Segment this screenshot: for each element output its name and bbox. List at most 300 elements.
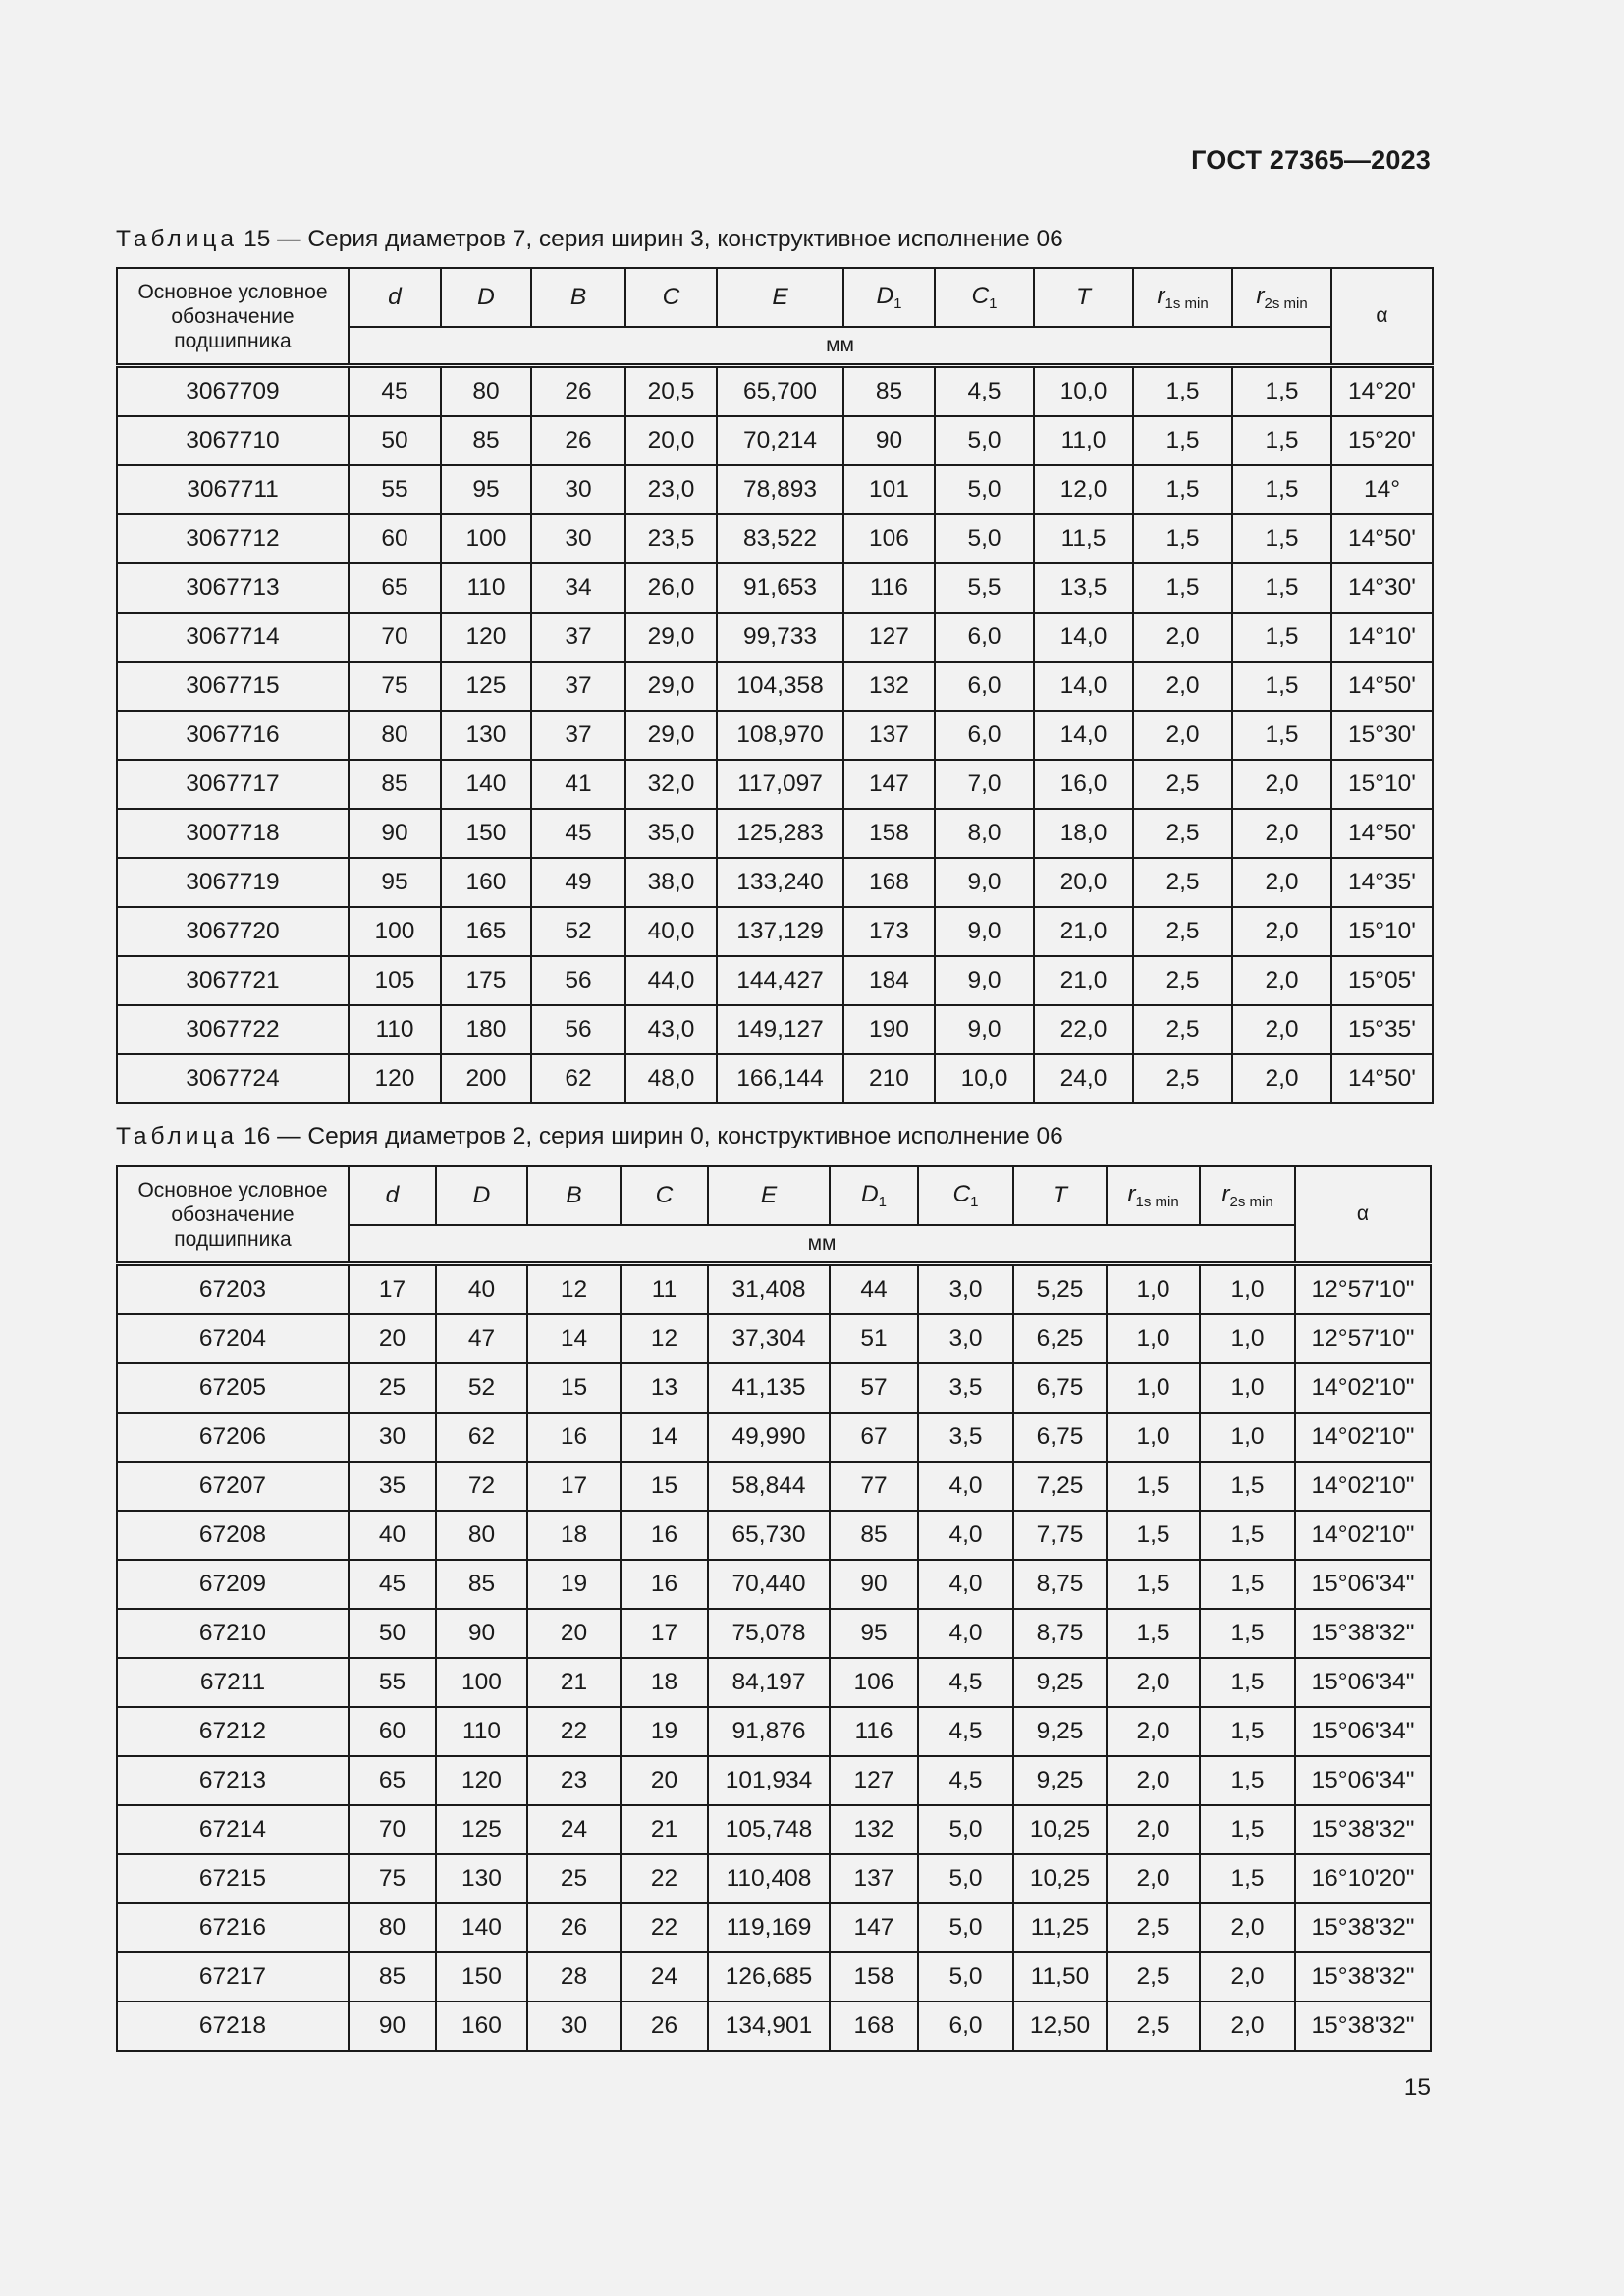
- table-cell: 4,0: [918, 1609, 1013, 1658]
- document-header: ГОСТ 27365—2023: [1191, 145, 1431, 175]
- table-cell: 16: [527, 1413, 621, 1462]
- table-cell: 104,358: [717, 662, 843, 711]
- table-row: [117, 662, 1433, 711]
- col-header-E: E: [708, 1166, 830, 1225]
- table-cell: 2,0: [1107, 1854, 1200, 1903]
- units-header: мм: [349, 1225, 1295, 1264]
- table-cell: 77: [830, 1462, 918, 1511]
- table-cell: 1,0: [1200, 1413, 1295, 1462]
- table-cell: 1,5: [1200, 1462, 1295, 1511]
- table-cell: 1,0: [1107, 1363, 1200, 1413]
- table-cell: 62: [436, 1413, 527, 1462]
- page-number: 15: [1403, 2074, 1431, 2101]
- table-cell: 67216: [117, 1903, 349, 1952]
- table-cell: 1,0: [1107, 1314, 1200, 1363]
- table-cell: 22: [527, 1707, 621, 1756]
- table-cell: 1,5: [1232, 563, 1331, 613]
- table-cell: 31,408: [708, 1264, 830, 1315]
- col-header-C1: $C_1$: [918, 1166, 1013, 1225]
- table-cell: 85: [441, 416, 531, 465]
- table-cell: 55: [349, 1658, 436, 1707]
- table-cell: 1,5: [1232, 465, 1331, 514]
- table-cell: 9,25: [1013, 1756, 1107, 1805]
- table-cell: 2,0: [1232, 760, 1331, 809]
- table-cell: 5,5: [935, 563, 1034, 613]
- table-cell: 2,5: [1133, 907, 1232, 956]
- table-cell: 3067721: [117, 956, 349, 1005]
- table-cell: 24: [527, 1805, 621, 1854]
- table-cell: 67215: [117, 1854, 349, 1903]
- table-15: [116, 267, 1434, 1104]
- table-cell: 44: [830, 1264, 918, 1315]
- table-cell: 67217: [117, 1952, 349, 2002]
- table-cell: 1,5: [1200, 1609, 1295, 1658]
- table-cell: 99,733: [717, 613, 843, 662]
- col-header-r1s-min: $r_{1s min}$: [1107, 1166, 1200, 1225]
- designation-header: Основное условное обозначение подшипника: [117, 1166, 349, 1264]
- table-cell: 127: [843, 613, 935, 662]
- table-16: [116, 1165, 1432, 2052]
- table-cell: 1,5: [1107, 1560, 1200, 1609]
- table-cell: 14°02'10": [1295, 1363, 1431, 1413]
- table-row: [117, 711, 1433, 760]
- table-cell: 52: [531, 907, 625, 956]
- table-cell: 125: [441, 662, 531, 711]
- table-cell: 2,0: [1200, 2002, 1295, 2051]
- table-cell: 56: [531, 956, 625, 1005]
- col-header-B: B: [527, 1166, 621, 1225]
- table-caption-text: 16 — Серия диаметров 2, серия ширин 0, конструктивное исполнение 06: [244, 1123, 1063, 1149]
- table-cell: 11,5: [1034, 514, 1133, 563]
- table-cell: 75: [349, 662, 441, 711]
- table-cell: 158: [843, 809, 935, 858]
- table-cell: 110: [441, 563, 531, 613]
- table-cell: 67203: [117, 1264, 349, 1315]
- table-cell: 2,0: [1133, 613, 1232, 662]
- table-cell: 65,700: [717, 366, 843, 417]
- table-cell: 160: [436, 2002, 527, 2051]
- table-cell: 110,408: [708, 1854, 830, 1903]
- table-cell: 26: [621, 2002, 708, 2051]
- table-cell: 14: [621, 1413, 708, 1462]
- col-header-d: d: [349, 1166, 436, 1225]
- table-cell: 15°38'32": [1295, 1805, 1431, 1854]
- col-header-r1s-min: $r_{1s min}$: [1133, 268, 1232, 327]
- table-cell: 1,5: [1200, 1511, 1295, 1560]
- table-cell: 2,0: [1107, 1658, 1200, 1707]
- table-cell: 14: [527, 1314, 621, 1363]
- table-cell: 15°06'34": [1295, 1560, 1431, 1609]
- table-cell: 21,0: [1034, 907, 1133, 956]
- col-header-T: T: [1013, 1166, 1107, 1225]
- table-cell: 3067716: [117, 711, 349, 760]
- table-cell: 119,169: [708, 1903, 830, 1952]
- table-cell: 17: [349, 1264, 436, 1315]
- table-cell: 2,0: [1200, 1903, 1295, 1952]
- table-cell: 100: [349, 907, 441, 956]
- table-cell: 16: [621, 1560, 708, 1609]
- table-cell: 78,893: [717, 465, 843, 514]
- table-cell: 10,25: [1013, 1854, 1107, 1903]
- table-cell: 1,5: [1133, 514, 1232, 563]
- table-cell: 50: [349, 416, 441, 465]
- table-cell: 70,214: [717, 416, 843, 465]
- table-cell: 10,25: [1013, 1805, 1107, 1854]
- table-cell: 91,876: [708, 1707, 830, 1756]
- table-cell: 80: [349, 711, 441, 760]
- table-cell: 14°30': [1331, 563, 1433, 613]
- table-cell: 1,5: [1107, 1462, 1200, 1511]
- table-cell: 9,0: [935, 1005, 1034, 1054]
- table-cell: 85: [349, 760, 441, 809]
- table-cell: 11,25: [1013, 1903, 1107, 1952]
- table-cell: 12: [527, 1264, 621, 1315]
- table-cell: 106: [843, 514, 935, 563]
- table-cell: 40: [436, 1264, 527, 1315]
- table-cell: 168: [843, 858, 935, 907]
- table-cell: 70,440: [708, 1560, 830, 1609]
- table-cell: 14°50': [1331, 662, 1433, 711]
- table-cell: 5,0: [935, 416, 1034, 465]
- table-cell: 90: [830, 1560, 918, 1609]
- table-cell: 1,5: [1200, 1707, 1295, 1756]
- table-cell: 16°10'20": [1295, 1854, 1431, 1903]
- table-cell: 101: [843, 465, 935, 514]
- table-cell: 15°10': [1331, 760, 1433, 809]
- table-cell: 95: [441, 465, 531, 514]
- table-cell: 29,0: [625, 711, 717, 760]
- table-cell: 67204: [117, 1314, 349, 1363]
- table-cell: 20: [621, 1756, 708, 1805]
- table-cell: 44,0: [625, 956, 717, 1005]
- table-cell: 19: [527, 1560, 621, 1609]
- table-cell: 1,0: [1200, 1264, 1295, 1315]
- table-cell: 8,0: [935, 809, 1034, 858]
- table-cell: 34: [531, 563, 625, 613]
- table-cell: 200: [441, 1054, 531, 1103]
- table-cell: 137,129: [717, 907, 843, 956]
- table-cell: 95: [830, 1609, 918, 1658]
- table-cell: 21,0: [1034, 956, 1133, 1005]
- table-cell: 2,0: [1232, 1005, 1331, 1054]
- table-cell: 14°02'10": [1295, 1413, 1431, 1462]
- table-cell: 85: [349, 1952, 436, 2002]
- table-cell: 35,0: [625, 809, 717, 858]
- table-cell: 11: [621, 1264, 708, 1315]
- table-15-caption: [116, 226, 1063, 253]
- table-cell: 26: [527, 1903, 621, 1952]
- table-cell: 2,0: [1107, 1756, 1200, 1805]
- table-cell: 2,0: [1107, 1805, 1200, 1854]
- table-cell: 30: [349, 1413, 436, 1462]
- table-cell: 140: [436, 1903, 527, 1952]
- table-cell: 140: [441, 760, 531, 809]
- table-cell: 18: [621, 1658, 708, 1707]
- table-cell: 22: [621, 1854, 708, 1903]
- table-cell: 2,0: [1232, 858, 1331, 907]
- table-cell: 210: [843, 1054, 935, 1103]
- table-row: [117, 1511, 1431, 1560]
- table-cell: 10,0: [935, 1054, 1034, 1103]
- table-row: [117, 858, 1433, 907]
- table-cell: 120: [436, 1756, 527, 1805]
- table-row: [117, 1658, 1431, 1707]
- table-cell: 6,0: [918, 2002, 1013, 2051]
- table-cell: 1,5: [1107, 1609, 1200, 1658]
- col-header-alpha: α: [1295, 1166, 1431, 1264]
- col-header-D1: $D_1$: [830, 1166, 918, 1225]
- table-cell: 37,304: [708, 1314, 830, 1363]
- table-cell: 1,0: [1107, 1264, 1200, 1315]
- table-cell: 11,50: [1013, 1952, 1107, 2002]
- table-cell: 3,0: [918, 1314, 1013, 1363]
- table-cell: 168: [830, 2002, 918, 2051]
- col-header-C1: $C_1$: [935, 268, 1034, 327]
- table-cell: 29,0: [625, 662, 717, 711]
- table-cell: 2,0: [1133, 711, 1232, 760]
- table-cell: 3067710: [117, 416, 349, 465]
- table-cell: 50: [349, 1609, 436, 1658]
- table-cell: 8,75: [1013, 1560, 1107, 1609]
- table-cell: 2,5: [1107, 1903, 1200, 1952]
- table-cell: 14°20': [1331, 366, 1433, 417]
- table-cell: 45: [349, 366, 441, 417]
- table-cell: 57: [830, 1363, 918, 1413]
- table-cell: 24,0: [1034, 1054, 1133, 1103]
- table-cell: 126,685: [708, 1952, 830, 2002]
- table-cell: 8,75: [1013, 1609, 1107, 1658]
- table-cell: 7,0: [935, 760, 1034, 809]
- table-cell: 7,25: [1013, 1462, 1107, 1511]
- table-cell: 2,5: [1133, 1054, 1232, 1103]
- table-cell: 41,135: [708, 1363, 830, 1413]
- table-cell: 15°38'32": [1295, 1952, 1431, 2002]
- table-row: [117, 1264, 1431, 1315]
- table-cell: 3067720: [117, 907, 349, 956]
- table-cell: 51: [830, 1314, 918, 1363]
- table-cell: 5,0: [935, 514, 1034, 563]
- table-cell: 45: [531, 809, 625, 858]
- table-cell: 2,5: [1133, 1005, 1232, 1054]
- table-cell: 65,730: [708, 1511, 830, 1560]
- col-header-r2s-min: $r_{2s min}$: [1200, 1166, 1295, 1225]
- table-cell: 2,0: [1232, 1054, 1331, 1103]
- table-cell: 85: [436, 1560, 527, 1609]
- table-row: [117, 907, 1433, 956]
- table-cell: 20: [527, 1609, 621, 1658]
- table-cell: 30: [527, 2002, 621, 2051]
- table-cell: 28: [527, 1952, 621, 2002]
- table-cell: 5,0: [935, 465, 1034, 514]
- table-cell: 41: [531, 760, 625, 809]
- table-row: [117, 1707, 1431, 1756]
- table-cell: 144,427: [717, 956, 843, 1005]
- table-cell: 83,522: [717, 514, 843, 563]
- table-cell: 149,127: [717, 1005, 843, 1054]
- table-cell: 2,0: [1232, 956, 1331, 1005]
- table-cell: 12: [621, 1314, 708, 1363]
- table-cell: 1,5: [1133, 563, 1232, 613]
- col-header-D: D: [441, 268, 531, 327]
- table-row: [117, 1462, 1431, 1511]
- table-cell: 70: [349, 1805, 436, 1854]
- table-cell: 16,0: [1034, 760, 1133, 809]
- table-cell: 6,75: [1013, 1413, 1107, 1462]
- table-cell: 19: [621, 1707, 708, 1756]
- table-cell: 67206: [117, 1413, 349, 1462]
- table-cell: 37: [531, 662, 625, 711]
- table-cell: 1,5: [1133, 416, 1232, 465]
- table-cell: 4,5: [918, 1707, 1013, 1756]
- table-cell: 58,844: [708, 1462, 830, 1511]
- table-cell: 52: [436, 1363, 527, 1413]
- table-cell: 67207: [117, 1462, 349, 1511]
- table-cell: 134,901: [708, 2002, 830, 2051]
- table-cell: 15°38'32": [1295, 1609, 1431, 1658]
- table-cell: 90: [843, 416, 935, 465]
- table-cell: 67: [830, 1413, 918, 1462]
- table-cell: 3067709: [117, 366, 349, 417]
- table-cell: 67218: [117, 2002, 349, 2051]
- table-cell: 147: [843, 760, 935, 809]
- table-cell: 4,0: [918, 1462, 1013, 1511]
- table-cell: 15°20': [1331, 416, 1433, 465]
- table-cell: 1,0: [1200, 1314, 1295, 1363]
- table-cell: 4,5: [935, 366, 1034, 417]
- table-cell: 14°: [1331, 465, 1433, 514]
- table-cell: 72: [436, 1462, 527, 1511]
- table-cell: 150: [441, 809, 531, 858]
- table-cell: 67209: [117, 1560, 349, 1609]
- table-cell: 65: [349, 563, 441, 613]
- table-cell: 9,25: [1013, 1707, 1107, 1756]
- table-cell: 37: [531, 711, 625, 760]
- table-cell: 26: [531, 416, 625, 465]
- table-cell: 80: [441, 366, 531, 417]
- table-cell: 95: [349, 858, 441, 907]
- table-cell: 91,653: [717, 563, 843, 613]
- table-cell: 17: [527, 1462, 621, 1511]
- table-cell: 15°06'34": [1295, 1658, 1431, 1707]
- table-cell: 190: [843, 1005, 935, 1054]
- table-cell: 43,0: [625, 1005, 717, 1054]
- table-row: [117, 613, 1433, 662]
- table-cell: 2,0: [1232, 809, 1331, 858]
- table-cell: 130: [436, 1854, 527, 1903]
- table-cell: 15: [527, 1363, 621, 1413]
- table-caption-word: Таблица: [116, 226, 239, 252]
- table-row: [117, 1005, 1433, 1054]
- table-cell: 10,0: [1034, 366, 1133, 417]
- table-cell: 1,5: [1200, 1756, 1295, 1805]
- table-cell: 1,5: [1232, 514, 1331, 563]
- col-header-T: T: [1034, 268, 1133, 327]
- table-row: [117, 416, 1433, 465]
- table-cell: 147: [830, 1903, 918, 1952]
- table-cell: 90: [349, 2002, 436, 2051]
- table-cell: 32,0: [625, 760, 717, 809]
- table-cell: 90: [349, 809, 441, 858]
- table-cell: 67208: [117, 1511, 349, 1560]
- table-cell: 133,240: [717, 858, 843, 907]
- table-cell: 23,0: [625, 465, 717, 514]
- table-cell: 6,25: [1013, 1314, 1107, 1363]
- table-16-caption: [116, 1123, 1063, 1150]
- table-row: [117, 465, 1433, 514]
- table-cell: 49: [531, 858, 625, 907]
- table-cell: 67205: [117, 1363, 349, 1413]
- table-cell: 18,0: [1034, 809, 1133, 858]
- table-cell: 3067711: [117, 465, 349, 514]
- table-cell: 20,0: [1034, 858, 1133, 907]
- table-row: [117, 809, 1433, 858]
- table-cell: 20,5: [625, 366, 717, 417]
- table-row: [117, 563, 1433, 613]
- table-cell: 2,0: [1200, 1952, 1295, 2002]
- table-cell: 117,097: [717, 760, 843, 809]
- table-cell: 3067712: [117, 514, 349, 563]
- table-cell: 3,5: [918, 1363, 1013, 1413]
- table-cell: 5,25: [1013, 1264, 1107, 1315]
- designation-header: Основное условное обозначение подшипника: [117, 268, 349, 366]
- table-row: [117, 1413, 1431, 1462]
- table-cell: 67211: [117, 1658, 349, 1707]
- table-cell: 67213: [117, 1756, 349, 1805]
- table-cell: 12,0: [1034, 465, 1133, 514]
- table-cell: 106: [830, 1658, 918, 1707]
- table-cell: 14,0: [1034, 613, 1133, 662]
- table-cell: 180: [441, 1005, 531, 1054]
- table-cell: 173: [843, 907, 935, 956]
- table-cell: 1,5: [1133, 366, 1232, 417]
- table-cell: 4,0: [918, 1560, 1013, 1609]
- table-cell: 132: [843, 662, 935, 711]
- table-cell: 108,970: [717, 711, 843, 760]
- table-cell: 2,5: [1133, 809, 1232, 858]
- table-cell: 165: [441, 907, 531, 956]
- table-cell: 14°35': [1331, 858, 1433, 907]
- table-cell: 110: [349, 1005, 441, 1054]
- table-cell: 12°57'10": [1295, 1314, 1431, 1363]
- table-cell: 160: [441, 858, 531, 907]
- table-cell: 116: [830, 1707, 918, 1756]
- table-cell: 15°38'32": [1295, 1903, 1431, 1952]
- col-header-C: C: [625, 268, 717, 327]
- table-cell: 132: [830, 1805, 918, 1854]
- table-15-body: [117, 366, 1433, 1104]
- table-cell: 11,0: [1034, 416, 1133, 465]
- table-cell: 3067722: [117, 1005, 349, 1054]
- table-cell: 60: [349, 514, 441, 563]
- table-row: [117, 1363, 1431, 1413]
- table-cell: 15°10': [1331, 907, 1433, 956]
- table-cell: 2,5: [1133, 956, 1232, 1005]
- table-cell: 184: [843, 956, 935, 1005]
- table-cell: 6,75: [1013, 1363, 1107, 1413]
- table-cell: 22: [621, 1903, 708, 1952]
- table-cell: 75: [349, 1854, 436, 1903]
- table-cell: 3067713: [117, 563, 349, 613]
- table-cell: 100: [436, 1658, 527, 1707]
- table-cell: 13: [621, 1363, 708, 1413]
- table-cell: 105,748: [708, 1805, 830, 1854]
- table-cell: 49,990: [708, 1413, 830, 1462]
- table-cell: 17: [621, 1609, 708, 1658]
- col-header-E: E: [717, 268, 843, 327]
- table-cell: 3067719: [117, 858, 349, 907]
- table-cell: 55: [349, 465, 441, 514]
- table-cell: 67214: [117, 1805, 349, 1854]
